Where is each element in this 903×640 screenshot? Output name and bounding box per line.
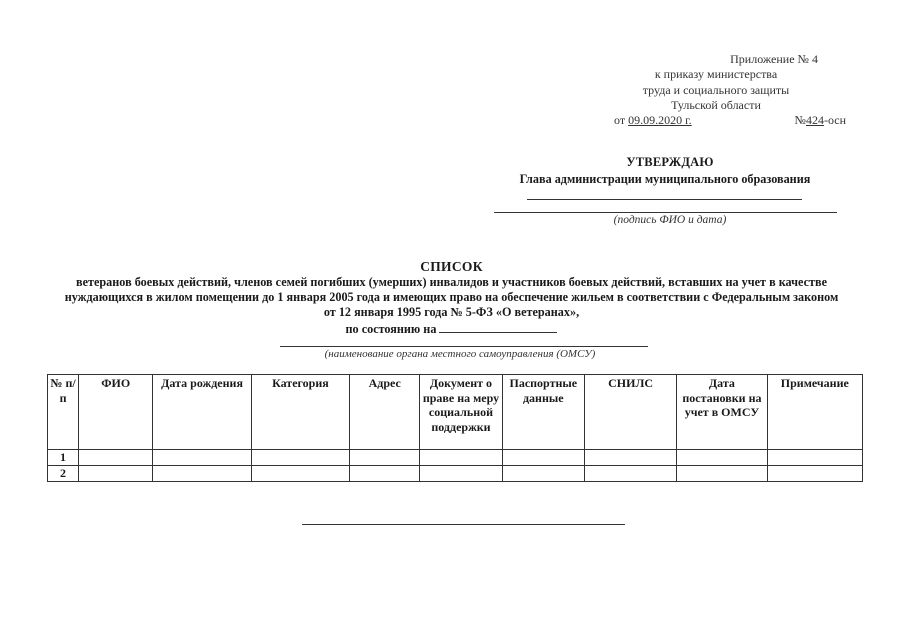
date-prefix: от (614, 113, 629, 128)
col-header-snils: СНИЛС (584, 375, 676, 450)
list-title: СПИСОК (420, 259, 483, 274)
cell-note (767, 450, 862, 466)
col-header-fio: ФИО (79, 375, 153, 450)
appendix-block (586, 52, 846, 128)
col-header-birth-date: Дата рождения (153, 375, 251, 450)
col-header-category: Категория (251, 375, 349, 450)
approval-title: УТВЕРЖДАЮ (626, 155, 714, 169)
approval-line-1 (527, 199, 802, 200)
cell-note (767, 466, 862, 482)
col-header-passport: Паспортные данные (502, 375, 584, 450)
as-of-blank (439, 320, 557, 333)
cell-fio (79, 450, 153, 466)
order-date: 09.09.2020 г. (628, 113, 692, 128)
as-of-line (0, 320, 903, 337)
cell-document (420, 466, 502, 482)
cell-passport (502, 466, 584, 482)
cell-snils (584, 466, 676, 482)
cell-snils (584, 450, 676, 466)
cell-registration-date (677, 466, 767, 482)
cell-passport (502, 450, 584, 466)
cell-category (251, 466, 349, 482)
row-number: 1 (48, 450, 79, 466)
as-of-label: по состоянию на (345, 322, 440, 336)
omsu-line (280, 346, 648, 347)
appendix-order-line: к приказу министерства (654, 67, 778, 82)
signature-caption: (подпись ФИО и дата) (613, 214, 727, 226)
cell-birth-date (153, 466, 251, 482)
table-row (48, 450, 863, 466)
cell-fio (79, 466, 153, 482)
col-header-registration-date: Дата постановки на учет в ОМСУ (677, 375, 767, 450)
appendix-ministry-line: труда и социального защиты (642, 82, 790, 97)
row-number: 2 (48, 466, 79, 482)
col-header-address: Адрес (350, 375, 420, 450)
number-suffix: -осн (823, 113, 846, 128)
col-header-document: Документ о праве на меру социальной поддержки (420, 375, 502, 450)
appendix-region-line: Тульской области (671, 97, 761, 112)
col-header-note: Примечание (767, 375, 862, 450)
appendix-title: Приложение № 4 (730, 52, 818, 66)
table-header-row (48, 375, 863, 450)
cell-registration-date (677, 450, 767, 466)
number-value: 424 (805, 113, 824, 128)
appendix-date-row (586, 113, 846, 128)
approval-subtitle: Глава администрации муниципального образования (519, 172, 811, 186)
approval-line-2 (494, 212, 837, 213)
cell-address (350, 450, 420, 466)
omsu-caption: (наименование органа местного самоуправления (ОМСУ) (324, 348, 596, 360)
signature-line-bottom (302, 524, 625, 525)
list-description: ветеранов боевых действий, членов семей погибших (умерших) инвалидов и участников боевых действий, вставших на учет в качестве нуждающихся в жилом помещении до 1 января 2005 года и имеющих право на обеспечение жильем в соответствии с Федеральным законом от 12 января 1995 года № 5-ФЗ «О ветеранах», (64, 275, 839, 320)
cell-address (350, 466, 420, 482)
cell-birth-date (153, 450, 251, 466)
list-table (47, 374, 863, 482)
order-number (795, 113, 847, 128)
col-header-number: № п/п (48, 375, 79, 450)
table-row (48, 466, 863, 482)
cell-category (251, 450, 349, 466)
cell-document (420, 450, 502, 466)
number-prefix: № (794, 113, 806, 128)
